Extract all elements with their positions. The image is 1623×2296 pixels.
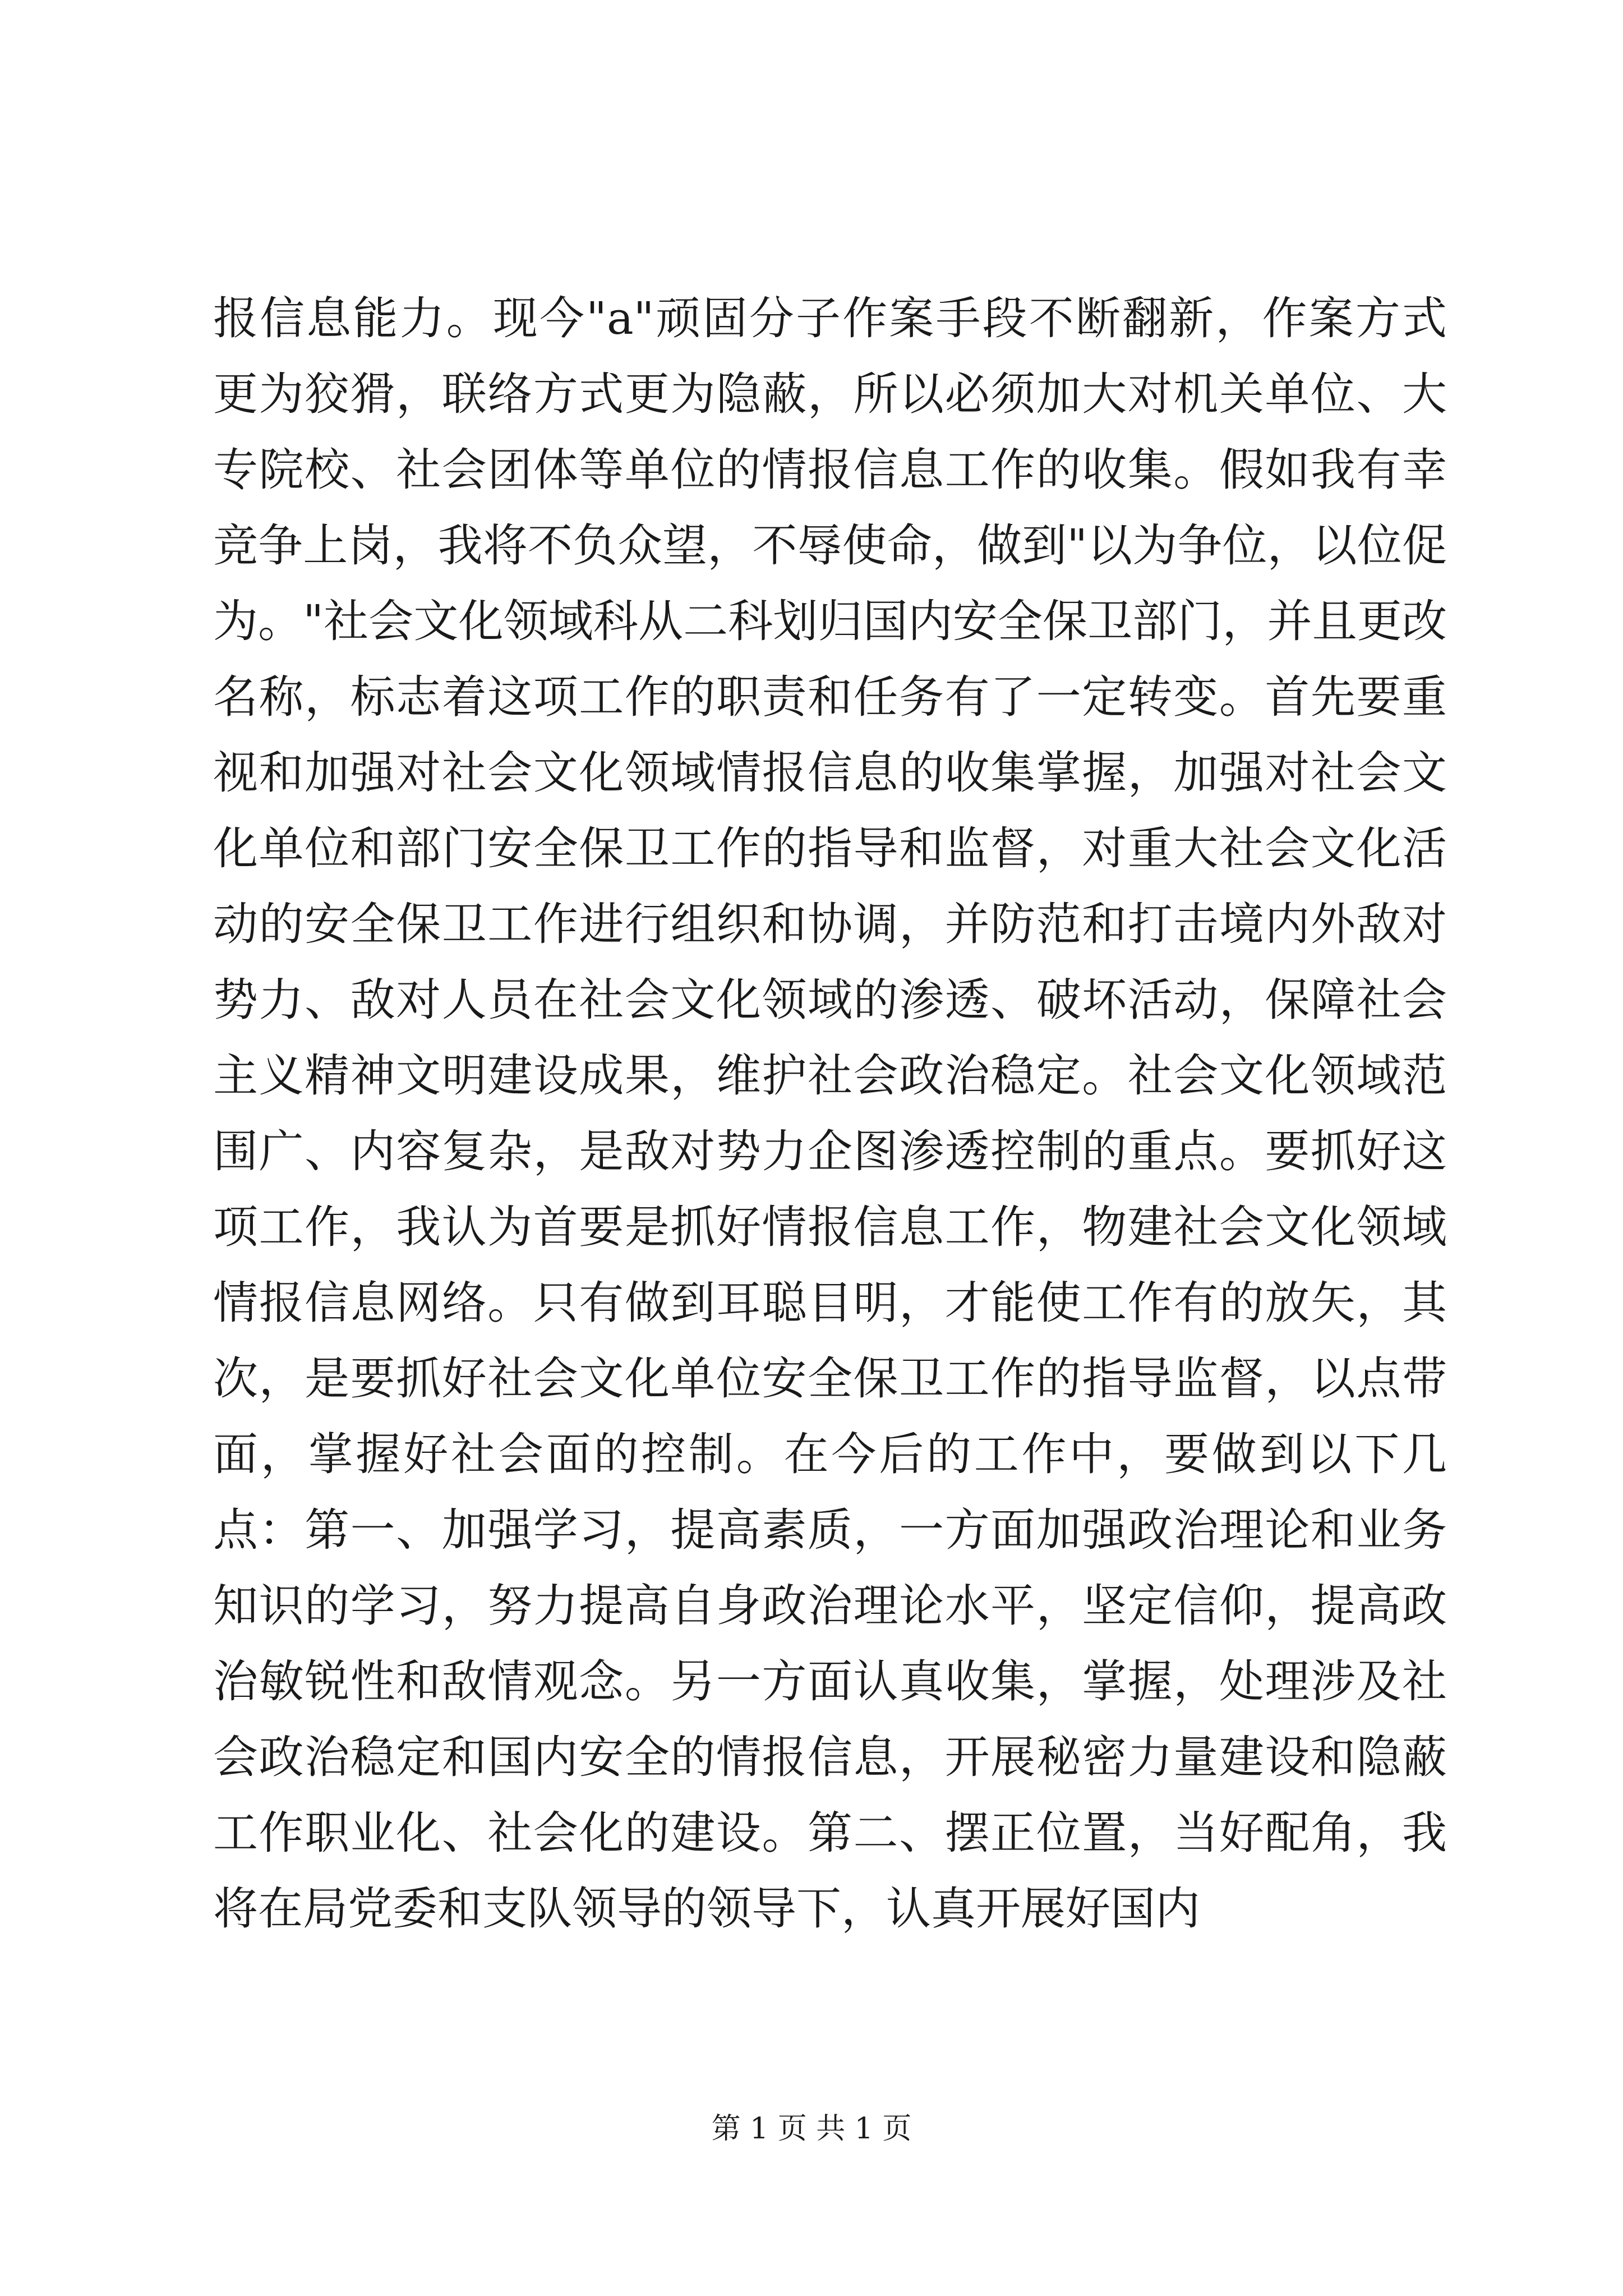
page-footer: 第 1 页 共 1 页: [711, 2112, 912, 2146]
body-paragraph: 报信息能力。现今"a"顽固分子作案手段不断翻新，作案方式更为狡猾，联络方式更为隐蔽，所以必须加大对机关单位、大专院校、社会团体等单位的情报信息工作的收集。假如我有幸竞争上岗，我将不负众望，不辱使命，做到"以为争位，以位促为。"社会文化领域科从二科划归国内安全保卫部门，并且更改名称，标志着这项工作的职责和任务有了一定转变。首先要重视和加强对社会文化领域情报信息的收集掌握，加强对社会文化单位和部门安全保卫工作的指导和监督，对重大社会文化活动的安全保卫工作进行组织和协调，并防范和打击境内外敌对势力、敌对人员在社会文化领域的渗透、破坏活动，保障社会主义精神文明建设成果，维护社会政治稳定。社会文化领域范围广、内容复杂，是敌对势力企图渗透控制的重点。要抓好这项工作，我认为首要是抓好情报信息工作，物建社会文化领域情报信息网络。只有做到耳聪目明，才能使工作有的放矢，其次，是要抓好社会文化单位安全保卫工作的指导监督，以点带面，掌握好社会面的控制。在今后的工作中，要做到以下几点：第一、加强学习，提高素质，一方面加强政治理论和业务知识的学习，努力提高自身政治理论水平，坚定信仰，提高政治敏锐性和敌情观念。另一方面认真收集，掌握，处理涉及社会政治稳定和国内安全的情报信息，开展秘密力量建设和隐蔽工作职业化、社会化的建设。第二、摆正位置，当好配角，我将在局党委和支队领导的领导下，认真开展好国内: [213, 292, 1447, 1935]
